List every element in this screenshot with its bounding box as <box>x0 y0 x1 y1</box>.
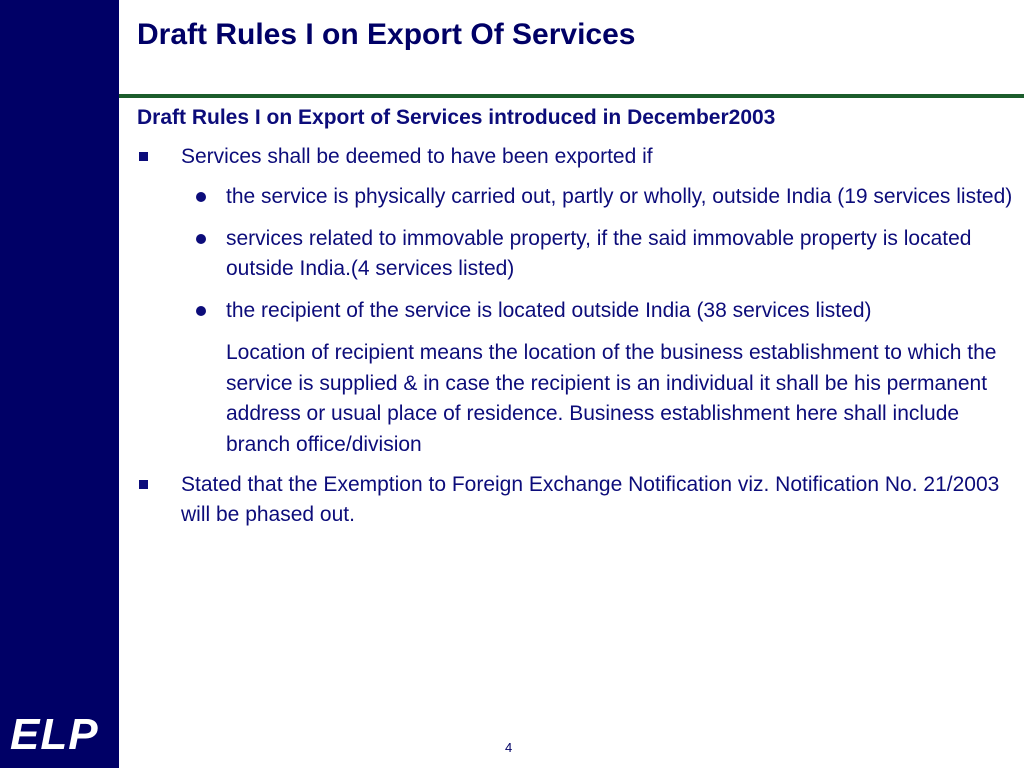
slide-body <box>137 104 1017 540</box>
sub-bullet-text: the service is physically carried out, partly or wholly, outside India (19 services listed) <box>226 185 1013 208</box>
title-divider <box>119 94 1024 98</box>
location-note: Location of recipient means the location of the business establishment to which the service is supplied & in case the recipient is an individual it shall be his permanent address or usual place of residence. Business establishment here shall include branch office/division <box>226 341 997 456</box>
round-bullet-icon <box>196 234 206 244</box>
square-bullet-icon <box>139 152 148 161</box>
bullet-text: Stated that the Exemption to Foreign Exchange Notification viz. Notification No. 21/2003 will be phased out. <box>181 473 1000 526</box>
square-bullet-icon <box>139 480 148 489</box>
round-bullet-icon <box>196 192 206 202</box>
slide-subtitle: Draft Rules I on Export of Services introduced in December2003 <box>137 106 776 129</box>
sub-bullet-item <box>137 296 1017 326</box>
bullet-item <box>137 470 1017 530</box>
sub-bullet-text: services related to immovable property, if the said immovable property is located outside India.(4 services listed) <box>226 227 972 280</box>
elp-logo: ELP <box>10 710 99 759</box>
sidebar-band <box>0 0 119 768</box>
bullet-item <box>137 142 1017 172</box>
sub-bullet-text: the recipient of the service is located outside India (38 services listed) <box>226 299 872 322</box>
bullet-text: Services shall be deemed to have been exported if <box>181 145 653 168</box>
round-bullet-icon <box>196 306 206 316</box>
slide-title: Draft Rules I on Export Of Services <box>137 18 636 51</box>
page-number: 4 <box>505 740 513 755</box>
sub-bullet-item <box>137 224 1017 284</box>
sub-bullet-item <box>137 182 1017 212</box>
